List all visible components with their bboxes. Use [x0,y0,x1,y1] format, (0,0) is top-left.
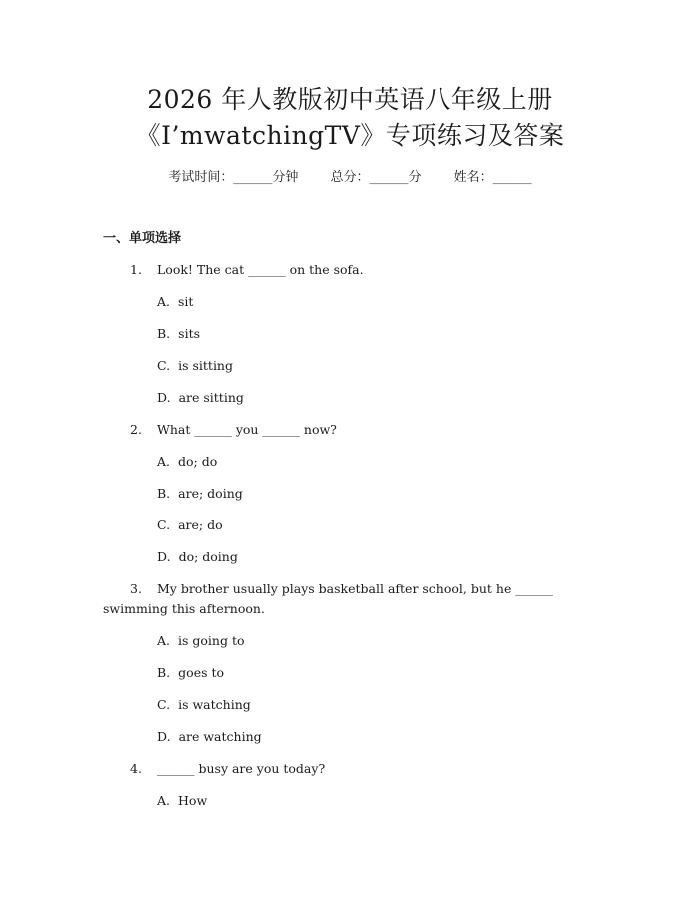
option-text: is going to [178,633,245,648]
option-letter: B. [157,326,171,341]
question [103,579,595,619]
section-heading: 一、单项选择 [103,231,182,246]
question-number: 4. [130,761,142,776]
option [157,791,207,811]
option-text: is sitting [178,358,233,373]
option-text: are; doing [178,486,243,501]
exam-meta [0,168,700,188]
option [157,452,217,472]
option [157,663,224,683]
option-letter: A. [157,454,171,469]
option-text: are; do [178,517,223,532]
option-letter: A. [157,793,171,808]
option-text: How [178,793,208,808]
option [157,484,243,504]
option-letter: C. [157,697,171,712]
question [103,260,603,280]
option [157,695,251,715]
question-text: What ______ you ______ now? [157,422,337,437]
option-text: do; do [178,454,218,469]
option-letter: D. [157,549,171,564]
option [157,324,200,344]
option-letter: B. [157,486,171,501]
question-number: 1. [130,262,142,277]
option-text: do; doing [178,549,238,564]
question-number: 3. [130,581,142,596]
option [157,515,223,535]
option-letter: D. [157,729,171,744]
exam-time: 考试时间：______分钟 [168,170,299,185]
question-text: ______ busy are you today? [157,761,326,776]
option-text: sits [178,326,201,341]
option-text: sit [178,294,194,309]
document-title-line-2: 《I’mwatchingTV》专项练习及答案 [135,121,565,150]
option [157,388,244,408]
option-text: are watching [178,729,262,744]
document-title-line-1: 2026 年人教版初中英语八年级上册 [147,85,553,114]
option-letter: B. [157,665,171,680]
option-letter: C. [157,358,171,373]
student-name: 姓名：______ [453,170,532,185]
option-letter: D. [157,390,171,405]
option [157,356,233,376]
option [157,727,262,747]
option-letter: A. [157,294,171,309]
option [157,292,193,312]
question-text: Look! The cat ______ on the sofa. [157,262,364,277]
option [157,631,245,651]
option-text: are sitting [178,390,244,405]
question-text: My brother usually plays basketball after school, but he ______ swimming this afternoon. [103,581,553,616]
question [103,759,603,779]
question-number: 2. [130,422,142,437]
option-letter: C. [157,517,171,532]
option [157,547,238,567]
option-text: goes to [178,665,225,680]
question [103,420,603,440]
option-text: is watching [178,697,251,712]
option-letter: A. [157,633,171,648]
exam-score: 总分：______分 [330,170,422,185]
